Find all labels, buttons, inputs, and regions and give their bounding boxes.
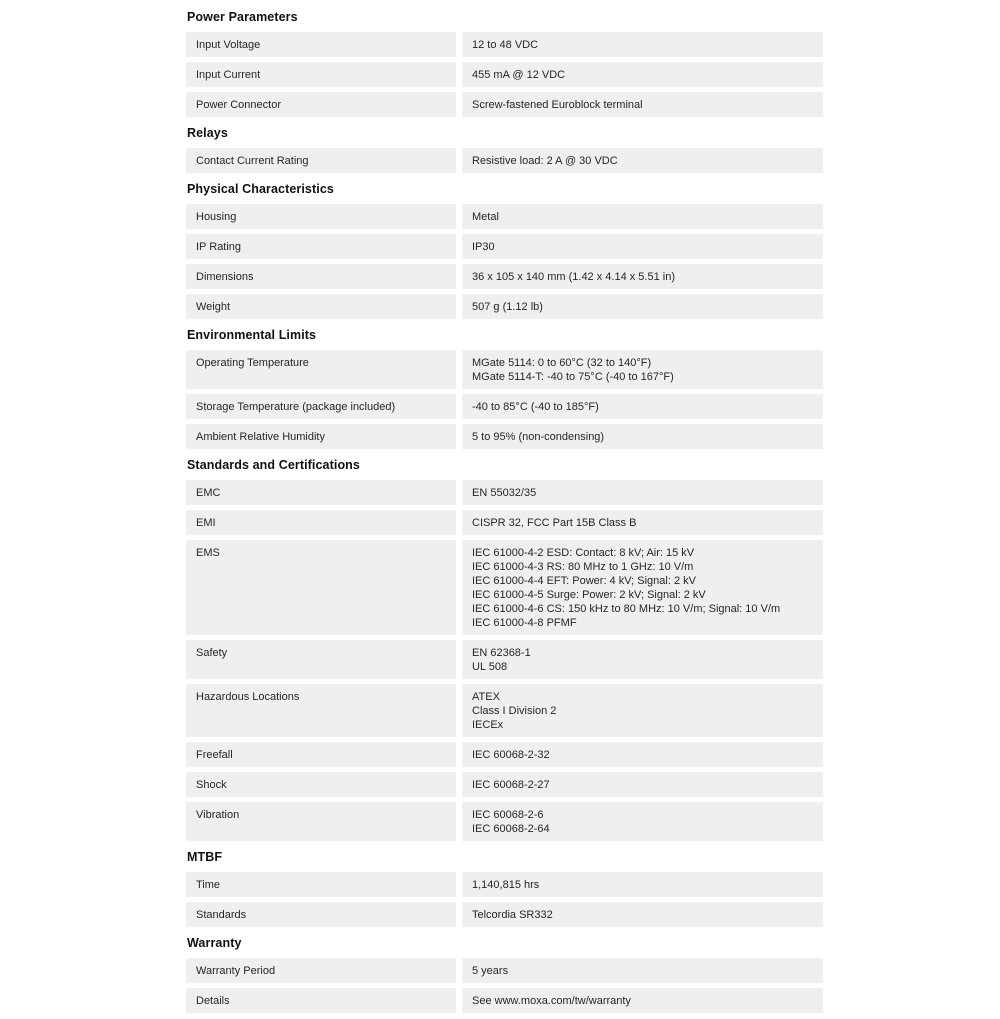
spec-value-line: UL 508 — [472, 661, 508, 673]
spec-value-cell — [462, 742, 823, 767]
spec-label-cell: Vibration — [186, 802, 456, 841]
spec-row — [186, 958, 823, 983]
spec-label-cell: Details — [186, 988, 456, 1013]
spec-value-line: Class I Division 2 — [472, 705, 557, 717]
spec-row — [186, 540, 823, 635]
spec-label-cell: Power Connector — [186, 92, 456, 117]
spec-value-line: See www.moxa.com/tw/warranty — [472, 995, 631, 1007]
section-rows — [186, 350, 823, 449]
spec-value-line: IEC 61000-4-8 PFMF — [472, 617, 577, 629]
spec-value-line: 5 to 95% (non-condensing) — [472, 431, 605, 443]
spec-value-line: 1,140,815 hrs — [472, 879, 540, 891]
section-title: Environmental Limits — [187, 328, 317, 342]
spec-table — [186, 7, 823, 1019]
spec-value-line: 455 mA @ 12 VDC — [472, 69, 566, 81]
spec-value-line: IP30 — [472, 241, 495, 253]
spec-row — [186, 640, 823, 679]
spec-value-line: ATEX — [472, 691, 500, 703]
section-rows — [186, 480, 823, 841]
spec-label-cell: Hazardous Locations — [186, 684, 456, 737]
section-title: Physical Characteristics — [187, 182, 334, 196]
spec-value-line: 5 years — [472, 965, 509, 977]
spec-row — [186, 234, 823, 259]
spec-label-cell: Freefall — [186, 742, 456, 767]
spec-row — [186, 148, 823, 173]
spec-value-line: IEC 61000-4-2 ESD: Contact: 8 kV; Air: 15 kV — [472, 547, 695, 559]
spec-value-cell — [462, 872, 823, 897]
spec-row — [186, 742, 823, 767]
spec-value-cell — [462, 394, 823, 419]
spec-value-line: IEC 60068-2-64 — [472, 823, 550, 835]
section-rows — [186, 32, 823, 117]
spec-value-cell — [462, 62, 823, 87]
spec-label-cell: Safety — [186, 640, 456, 679]
spec-label-cell: Housing — [186, 204, 456, 229]
spec-value-cell — [462, 510, 823, 535]
spec-row — [186, 902, 823, 927]
spec-row — [186, 510, 823, 535]
spec-value-line: IEC 61000-4-4 EFT: Power: 4 kV; Signal: 2 kV — [472, 575, 696, 587]
section-title: Standards and Certifications — [187, 458, 360, 472]
spec-value-line: Screw-fastened Euroblock terminal — [472, 99, 643, 111]
spec-value-line: IECEx — [472, 719, 504, 731]
spec-row — [186, 32, 823, 57]
spec-label-cell: Shock — [186, 772, 456, 797]
spec-value-cell — [462, 988, 823, 1013]
spec-value-cell — [462, 902, 823, 927]
spec-section-standards-and-certifications — [186, 455, 823, 841]
spec-value-cell — [462, 480, 823, 505]
spec-value-cell — [462, 234, 823, 259]
spec-value-line: MGate 5114-T: -40 to 75°C (-40 to 167°F) — [472, 371, 674, 383]
spec-value-line: IEC 60068-2-6 — [472, 809, 544, 821]
spec-label-cell: Dimensions — [186, 264, 456, 289]
spec-row — [186, 684, 823, 737]
spec-value-cell — [462, 264, 823, 289]
spec-value-line: Metal — [472, 211, 499, 223]
spec-value-line: 12 to 48 VDC — [472, 39, 539, 51]
spec-row — [186, 264, 823, 289]
spec-row — [186, 424, 823, 449]
spec-value-line: EN 62368-1 — [472, 647, 531, 659]
spec-row — [186, 394, 823, 419]
spec-row — [186, 480, 823, 505]
spec-value-cell — [462, 350, 823, 389]
spec-label-cell: Ambient Relative Humidity — [186, 424, 456, 449]
spec-row — [186, 204, 823, 229]
section-title: MTBF — [187, 850, 223, 864]
spec-value-cell — [462, 148, 823, 173]
spec-label-cell: IP Rating — [186, 234, 456, 259]
section-rows — [186, 148, 823, 173]
spec-label-cell: Storage Temperature (package included) — [186, 394, 456, 419]
spec-label-cell: EMI — [186, 510, 456, 535]
spec-value-line: Resistive load: 2 A @ 30 VDC — [472, 155, 618, 167]
spec-row — [186, 772, 823, 797]
spec-value-line: 36 x 105 x 140 mm (1.42 x 4.14 x 5.51 in) — [472, 271, 676, 283]
spec-label-cell: Input Current — [186, 62, 456, 87]
spec-value-line: EN 55032/35 — [472, 487, 537, 499]
section-title: Warranty — [187, 936, 242, 950]
spec-label-cell: Input Voltage — [186, 32, 456, 57]
spec-section-environmental-limits — [186, 325, 823, 449]
spec-label-cell: Standards — [186, 902, 456, 927]
spec-label-cell: EMS — [186, 540, 456, 635]
spec-label-cell: Weight — [186, 294, 456, 319]
spec-value-cell — [462, 802, 823, 841]
spec-value-cell — [462, 640, 823, 679]
spec-value-line: -40 to 85°C (-40 to 185°F) — [472, 401, 599, 413]
spec-section-physical-characteristics — [186, 179, 823, 319]
spec-row — [186, 872, 823, 897]
spec-row — [186, 294, 823, 319]
spec-row — [186, 92, 823, 117]
spec-section-relays — [186, 123, 823, 173]
spec-value-line: IEC 61000-4-3 RS: 80 MHz to 1 GHz: 10 V/m — [472, 561, 694, 573]
spec-value-line: IEC 61000-4-6 CS: 150 kHz to 80 MHz: 10 V/m; Signal: 10 V/m — [472, 603, 781, 615]
spec-value-cell — [462, 540, 823, 635]
spec-label-cell: Time — [186, 872, 456, 897]
section-title: Power Parameters — [187, 10, 298, 24]
spec-value-cell — [462, 32, 823, 57]
spec-label-cell: Warranty Period — [186, 958, 456, 983]
section-rows — [186, 872, 823, 927]
spec-value-line: IEC 60068-2-27 — [472, 779, 550, 791]
spec-value-line: IEC 60068-2-32 — [472, 749, 550, 761]
spec-row — [186, 988, 823, 1013]
section-title: Relays — [187, 126, 228, 140]
spec-label-cell: EMC — [186, 480, 456, 505]
spec-value-line: 507 g (1.12 lb) — [472, 301, 543, 313]
spec-value-line: Telcordia SR332 — [472, 909, 553, 921]
spec-value-cell — [462, 684, 823, 737]
section-rows — [186, 204, 823, 319]
spec-value-line: MGate 5114: 0 to 60°C (32 to 140°F) — [472, 357, 652, 369]
spec-value-cell — [462, 772, 823, 797]
spec-value-line: CISPR 32, FCC Part 15B Class B — [472, 517, 637, 529]
spec-label-cell: Contact Current Rating — [186, 148, 456, 173]
spec-row — [186, 62, 823, 87]
spec-section-mtbf — [186, 847, 823, 927]
spec-value-line: IEC 61000-4-5 Surge: Power: 2 kV; Signal: 2 kV — [472, 589, 706, 601]
spec-row — [186, 802, 823, 841]
spec-section-warranty — [186, 933, 823, 1013]
spec-value-cell — [462, 92, 823, 117]
spec-value-cell — [462, 294, 823, 319]
section-rows — [186, 958, 823, 1013]
spec-section-power-parameters — [186, 7, 823, 117]
spec-label-cell: Operating Temperature — [186, 350, 456, 389]
spec-value-cell — [462, 204, 823, 229]
spec-row — [186, 350, 823, 389]
spec-value-cell — [462, 424, 823, 449]
spec-value-cell — [462, 958, 823, 983]
